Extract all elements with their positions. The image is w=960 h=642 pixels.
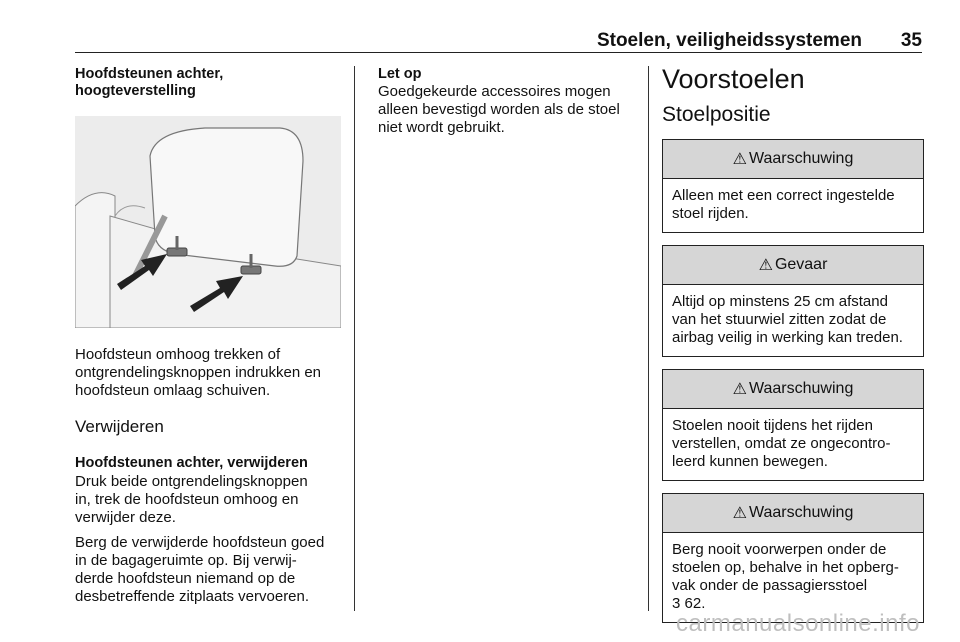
column-left xyxy=(75,66,343,606)
heading-remove-rear-headrests: Hoofdsteunen achter, verwijderen xyxy=(75,455,308,471)
warning-box-header: ⚠ Waarschuwing xyxy=(663,140,923,179)
warning-box-2 xyxy=(662,369,924,481)
paragraph-store: Berg de verwijderde hoofdsteun goed in de bagageruimte op. Bij verwij- derde hoofdsteun niemand op de desbetreffende zitplaats vervoeren. xyxy=(75,534,325,605)
warning-box-body: Berg nooit voorwerpen onder de stoelen op, behalve in het opberg- vak onder de passagiersstoel 3 62. xyxy=(663,533,923,622)
column-middle xyxy=(378,66,634,137)
warning-box-body: Stoelen nooit tijdens het rijden verstellen, omdat ze ongecontro- leerd kunnen bewegen. xyxy=(672,417,891,470)
danger-box-body: Altijd op minstens 25 cm afstand van het stuurwiel zitten zodat de airbag veilig in werking kan treden. xyxy=(672,293,903,346)
danger-box-header: ⚠ Gevaar xyxy=(663,246,923,285)
paragraph-remove: Druk beide ontgrendelingsknoppen in, trek de hoofdsteun omhoog en verwijder deze. xyxy=(75,473,308,526)
column-right xyxy=(662,64,924,635)
headrest-drawing xyxy=(75,116,341,328)
column-divider-1 xyxy=(354,66,355,611)
watermark: carmanualsonline.info xyxy=(676,610,920,637)
column-divider-2 xyxy=(648,66,649,611)
note-text: Goedgekeurde accessoires mogen alleen bevestigd worden als de stoel niet wordt gebruikt. xyxy=(378,83,620,136)
warning-box-3 xyxy=(662,493,924,623)
page-reference-link[interactable]: 3 62. xyxy=(672,595,706,612)
note-title: Let op xyxy=(378,66,422,82)
warning-triangle-icon: ⚠ xyxy=(732,505,747,522)
warning-box-header: ⚠ Waarschuwing xyxy=(663,494,923,533)
page-number: 35 xyxy=(900,30,922,51)
danger-box xyxy=(662,245,924,357)
warning-box-header: ⚠ Waarschuwing xyxy=(663,370,923,409)
warning-triangle-icon: ⚠ xyxy=(758,257,773,274)
section-title-front-seats: Voorstoelen xyxy=(662,64,805,94)
subsection-title-seat-position: Stoelpositie xyxy=(662,103,771,126)
chapter-title: Stoelen, veiligheidssystemen xyxy=(596,30,862,51)
caption: Hoofdsteun omhoog trekken of ontgrendelingsknoppen indrukken en hoofdsteun omlaag schuiven. xyxy=(75,346,322,399)
headrest-illustration xyxy=(75,116,341,328)
page-header xyxy=(75,30,922,53)
warning-box-body: Alleen met een correct ingestelde stoel rijden. xyxy=(672,187,895,222)
heading-rear-headrest-height: Hoofdsteunen achter, hoogteverstelling xyxy=(75,66,224,99)
section-title-remove: Verwijderen xyxy=(75,417,164,436)
warning-triangle-icon: ⚠ xyxy=(732,151,747,168)
warning-box-1 xyxy=(662,139,924,233)
warning-triangle-icon: ⚠ xyxy=(732,381,747,398)
